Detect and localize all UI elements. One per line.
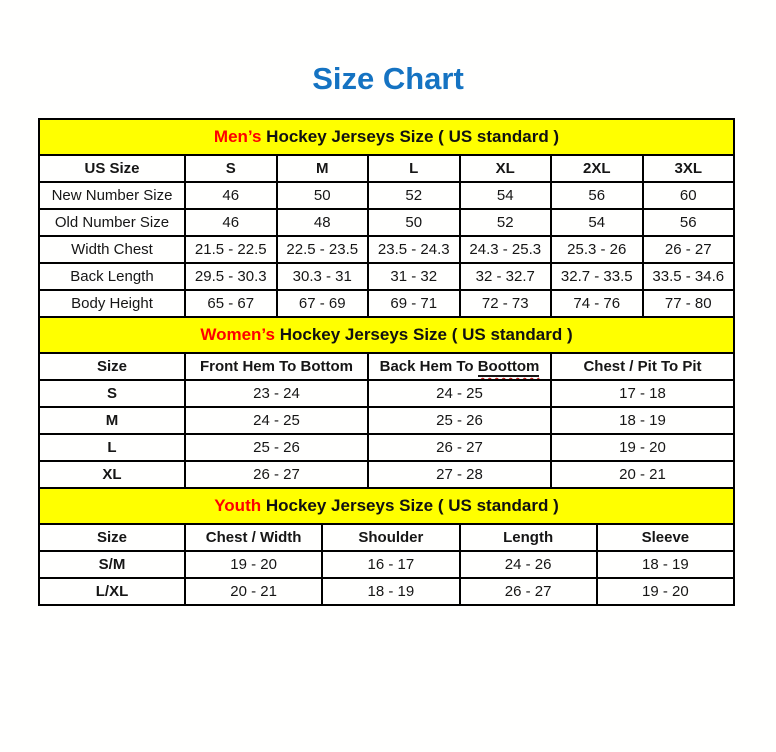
cell-value: 23 - 24 [185, 380, 368, 407]
mens-size-table [38, 118, 735, 318]
section-header-highlight: Youth [214, 496, 262, 515]
cell-value: 27 - 28 [368, 461, 551, 488]
column-header: L [368, 155, 460, 182]
row-label: L/XL [39, 578, 185, 605]
column-header: 3XL [643, 155, 735, 182]
cell-value: 72 - 73 [460, 290, 552, 317]
column-header: Shoulder [322, 524, 459, 551]
cell-value: 24 - 26 [460, 551, 597, 578]
cell-value: 54 [460, 182, 552, 209]
cell-value: 74 - 76 [551, 290, 643, 317]
cell-value: 22.5 - 23.5 [277, 236, 369, 263]
column-header: XL [460, 155, 552, 182]
cell-value: 18 - 19 [322, 578, 459, 605]
column-header: Length [460, 524, 597, 551]
column-header: Size [39, 524, 185, 551]
cell-value: 25.3 - 26 [551, 236, 643, 263]
table-row [39, 209, 734, 236]
cell-value: 19 - 20 [597, 578, 734, 605]
section-header-womens: Women’s Hockey Jerseys Size ( US standard ) [39, 317, 734, 353]
cell-value: 19 - 20 [551, 434, 734, 461]
cell-value: 50 [277, 182, 369, 209]
section-header-mens: Men’s Hockey Jerseys Size ( US standard ) [39, 119, 734, 155]
cell-value: 26 - 27 [460, 578, 597, 605]
cell-value: 26 - 27 [185, 461, 368, 488]
cell-value: 60 [643, 182, 735, 209]
cell-value: 54 [551, 209, 643, 236]
cell-value: 25 - 26 [185, 434, 368, 461]
cell-value: 46 [185, 209, 277, 236]
table-row [39, 407, 734, 434]
row-label: XL [39, 461, 185, 488]
row-label: L [39, 434, 185, 461]
page-title: Size Chart [312, 61, 464, 96]
section-header-youth: Youth Hockey Jerseys Size ( US standard ) [39, 488, 734, 524]
table-row [39, 290, 734, 317]
cell-value: 16 - 17 [322, 551, 459, 578]
cell-value: 31 - 32 [368, 263, 460, 290]
column-header: Back Hem To Boottom [368, 353, 551, 380]
cell-value: 56 [643, 209, 735, 236]
row-label: Body Height [39, 290, 185, 317]
table-row [39, 380, 734, 407]
table-row [39, 551, 734, 578]
cell-value: 32.7 - 33.5 [551, 263, 643, 290]
cell-value: 24 - 25 [185, 407, 368, 434]
cell-value: 24 - 25 [368, 380, 551, 407]
row-label: S [39, 380, 185, 407]
column-header: Chest / Width [185, 524, 322, 551]
cell-value: 56 [551, 182, 643, 209]
column-header: 2XL [551, 155, 643, 182]
cell-value: 69 - 71 [368, 290, 460, 317]
cell-value: 19 - 20 [185, 551, 322, 578]
row-label: Old Number Size [39, 209, 185, 236]
cell-value: 26 - 27 [368, 434, 551, 461]
table-row [39, 461, 734, 488]
cell-value: 77 - 80 [643, 290, 735, 317]
column-header-row [39, 524, 734, 551]
cell-value: 17 - 18 [551, 380, 734, 407]
table-row [39, 182, 734, 209]
cell-value: 18 - 19 [551, 407, 734, 434]
cell-value: 46 [185, 182, 277, 209]
row-label: Width Chest [39, 236, 185, 263]
cell-value: 18 - 19 [597, 551, 734, 578]
cell-value: 50 [368, 209, 460, 236]
misspelled-word: Boottom [477, 358, 540, 375]
column-header: Chest / Pit To Pit [551, 353, 734, 380]
cell-value: 25 - 26 [368, 407, 551, 434]
cell-value: 26 - 27 [643, 236, 735, 263]
section-header-highlight: Men’s [213, 127, 262, 146]
cell-value: 52 [460, 209, 552, 236]
cell-value: 67 - 69 [277, 290, 369, 317]
row-label: M [39, 407, 185, 434]
row-label: New Number Size [39, 182, 185, 209]
cell-value: 21.5 - 22.5 [185, 236, 277, 263]
column-header-row [39, 155, 734, 182]
cell-value: 48 [277, 209, 369, 236]
column-header: US Size [39, 155, 185, 182]
size-chart [38, 118, 735, 606]
cell-value: 65 - 67 [185, 290, 277, 317]
column-header: Sleeve [597, 524, 734, 551]
table-row [39, 578, 734, 605]
column-header: M [277, 155, 369, 182]
row-label: S/M [39, 551, 185, 578]
cell-value: 33.5 - 34.6 [643, 263, 735, 290]
column-header-row [39, 353, 734, 380]
column-header: S [185, 155, 277, 182]
cell-value: 23.5 - 24.3 [368, 236, 460, 263]
table-row [39, 236, 734, 263]
cell-value: 20 - 21 [185, 578, 322, 605]
cell-value: 20 - 21 [551, 461, 734, 488]
cell-value: 24.3 - 25.3 [460, 236, 552, 263]
cell-value: 32 - 32.7 [460, 263, 552, 290]
cell-value: 30.3 - 31 [277, 263, 369, 290]
column-header: Front Hem To Bottom [185, 353, 368, 380]
column-header: Size [39, 353, 185, 380]
section-header-highlight: Women’s [200, 325, 275, 344]
table-row [39, 434, 734, 461]
womens-size-table [38, 316, 735, 489]
cell-value: 52 [368, 182, 460, 209]
youth-size-table [38, 487, 735, 606]
row-label: Back Length [39, 263, 185, 290]
table-row [39, 263, 734, 290]
cell-value: 29.5 - 30.3 [185, 263, 277, 290]
